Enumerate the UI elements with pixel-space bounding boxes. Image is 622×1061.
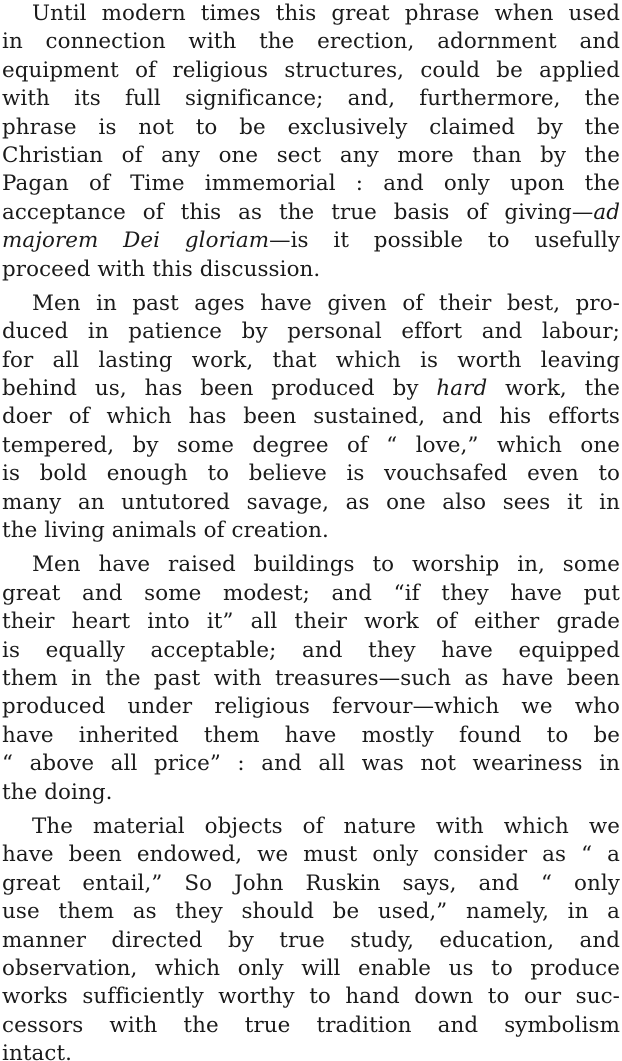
text-line: for all lasting work, that which is worth leaving [2,347,620,373]
italic-text: ad [593,199,620,225]
italic-text: hard [436,376,488,402]
paragraph-4 [2,813,620,1061]
document-page [2,0,620,1061]
text-line: Men in past ages have given of their best, pro- [32,290,620,316]
text-line [2,375,620,403]
text-line: have been endowed, we must only consider as “ a [2,842,620,868]
text-line [2,227,620,255]
text-line: intact. [2,1041,73,1061]
text-line: cessors with the true tradition and symbolism [2,1012,620,1038]
text-line: Christian of any one sect any more than by the [2,142,620,168]
text-line: doer of which has been sustained, and his efforts [2,404,620,430]
text-line: great and some modest; and “if they have put [2,580,620,606]
text-line: observation, which only will enable us to produce [2,955,620,981]
text-line: with its full significance; and, furthermore, the [2,86,620,112]
italic-text: majorem Dei gloriam [2,228,270,254]
text-segment: —is it possible to usefully [269,228,620,254]
text-line: tempered, by some degree of “ love,” which one [2,432,620,458]
text-line: proceed with this discussion. [2,256,321,282]
text-line: equipment of religious structures, could be applied [2,57,620,83]
text-line: the doing. [2,779,113,805]
text-segment: work, the [487,376,620,402]
text-line: Pagan of Time immemorial : and only upon the [2,171,620,197]
text-line: duced in patience by personal effort and labour; [2,319,620,345]
paragraph-2 [2,290,620,546]
text-line: manner directed by true study, education, and [2,927,620,953]
text-line: is equally acceptable; and they have equipped [2,637,620,663]
text-line: use them as they should be used,” namely, in a [2,899,620,925]
text-line [2,199,620,227]
text-line: them in the past with treasures—such as have been [2,665,620,691]
text-line: have inherited them have mostly found to be [2,722,620,748]
paragraph-1 [2,0,620,284]
text-line: produced under religious fervour—which we who [2,694,620,720]
text-line: works sufficiently worthy to hand down to our suc- [2,984,620,1010]
text-line: “ above all price” : and all was not weariness in [2,751,620,777]
text-segment: acceptance of this as the true basis of giving— [2,199,594,225]
text-line: Until modern times this great phrase when used [32,1,620,26]
text-line: Men have raised buildings to worship in, some [32,552,620,578]
paragraph-3 [2,551,620,807]
text-line: in connection with the erection, adornment and [2,29,620,55]
text-line: great entail,” So John Ruskin says, and “ only [2,870,620,896]
text-line: The material objects of nature with which we [32,813,620,839]
text-segment: behind us, has been produced by [2,376,437,402]
text-line: phrase is not to be exclusively claimed by the [2,114,620,140]
text-line: the living animals of creation. [2,518,329,544]
text-line: is bold enough to believe is vouchsafed even to [2,461,620,487]
text-line: many an untutored savage, as one also sees it in [2,489,620,515]
text-line: their heart into it” all their work of either grade [2,609,620,635]
